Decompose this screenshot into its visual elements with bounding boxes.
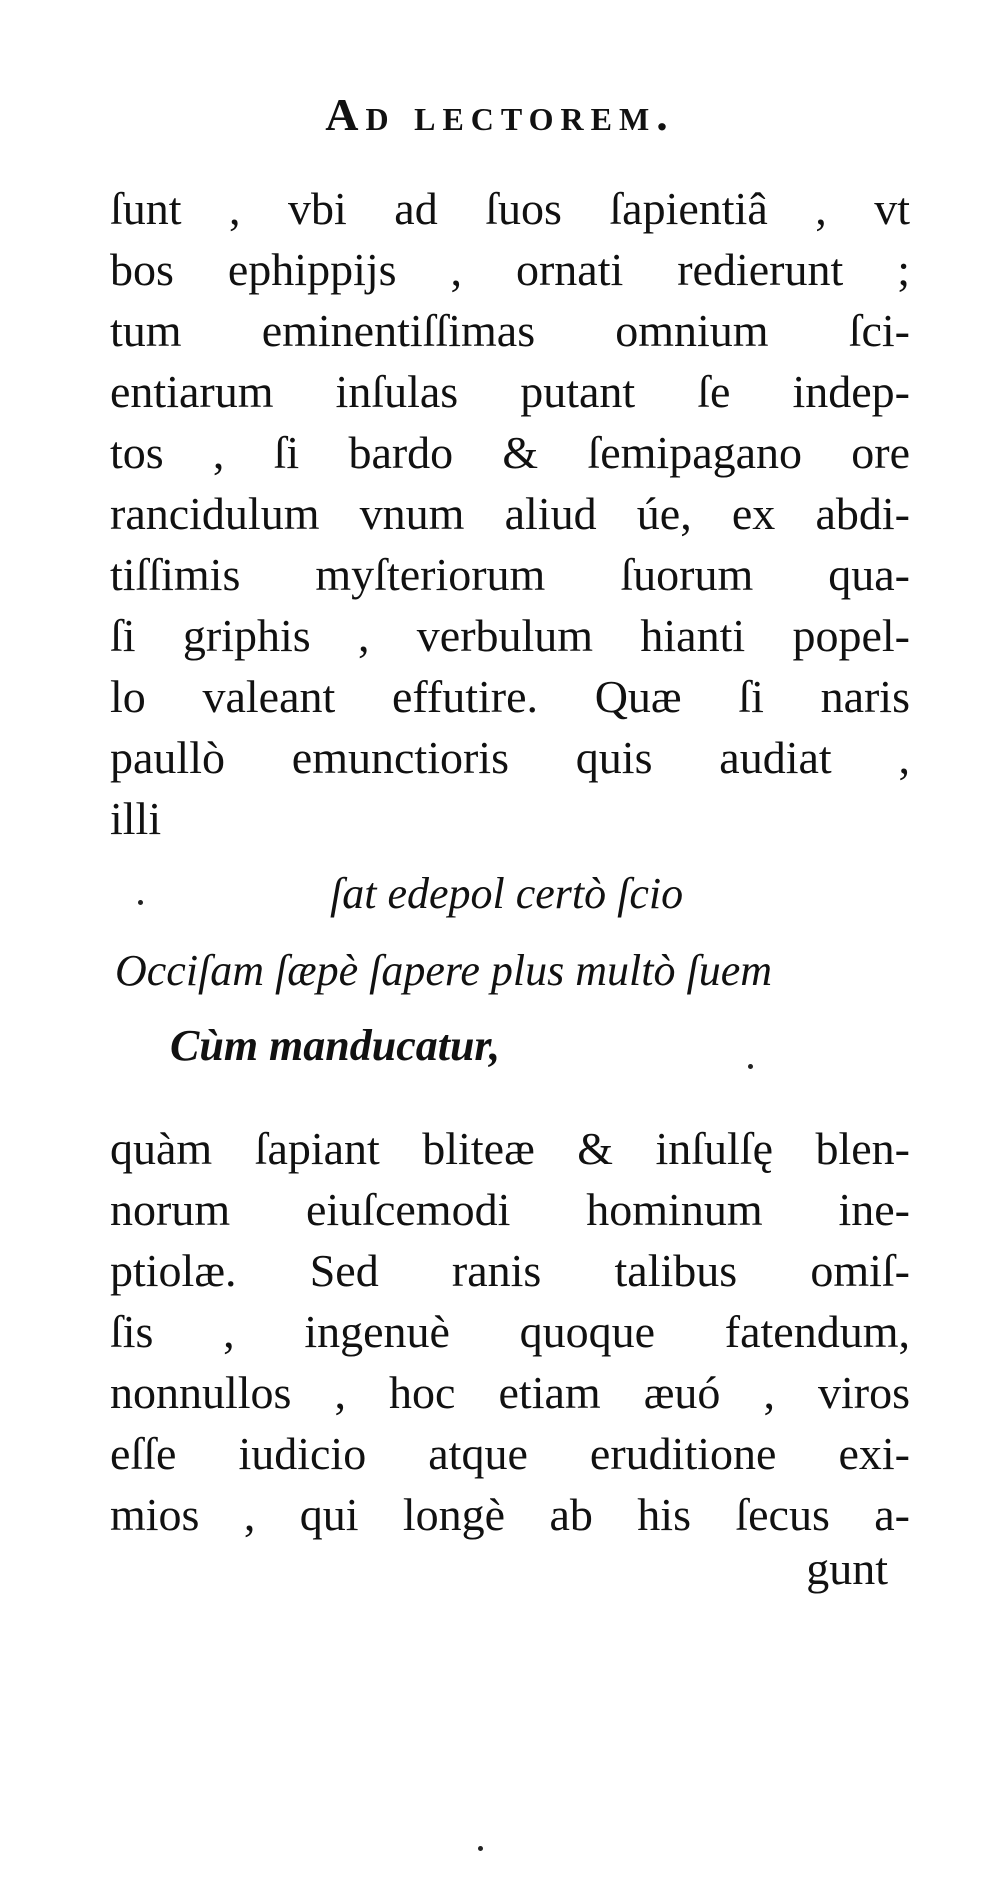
- text-line: paullò emunctioris quis audiat ,: [110, 732, 910, 783]
- text-line: mios , qui longè ab his ſecus a-: [110, 1489, 910, 1540]
- text-line: ſi griphis , verbulum hianti popel-: [110, 610, 910, 661]
- text-line: lo valeant effutire. Quæ ſi naris: [110, 671, 910, 722]
- text-line: bos ephippijs , ornati redierunt ;: [110, 244, 910, 295]
- catchword: gunt: [806, 1543, 888, 1594]
- verse-line-3: Cùm manducatur,: [170, 1021, 501, 1070]
- text-line: illi: [110, 793, 162, 844]
- text-line: rancidulum vnum aliud úe, ex abdi-: [110, 488, 910, 539]
- ink-speck: [138, 900, 143, 905]
- text-line: tos , ſi bardo & ſemipagano ore: [110, 427, 910, 478]
- verse-line-1: ſat edepol certò ſcio: [330, 869, 684, 918]
- text-line: tum eminentiſſimas omnium ſci-: [110, 305, 910, 356]
- verse-line-2: Occiſam ſæpè ſapere plus multò ſuem: [115, 946, 773, 995]
- ink-speck: [748, 1064, 753, 1069]
- text-line: entiarum inſulas putant ſe indep-: [110, 366, 910, 417]
- text-line: nonnullos , hoc etiam æuó , viros: [110, 1367, 910, 1418]
- text-line: ptiolæ. Sed ranis talibus omiſ-: [110, 1245, 910, 1296]
- paragraph-1: [110, 178, 910, 849]
- running-header: Ad lectorem.: [325, 89, 675, 140]
- text-line: quàm ſapiant bliteæ & inſulſę blen-: [110, 1123, 910, 1174]
- text-line: norum eiuſcemodi hominum ine-: [110, 1184, 910, 1235]
- text-line: ſunt , vbi ad ſuos ſapientiâ , vt: [110, 183, 910, 234]
- ink-speck: [478, 1846, 483, 1851]
- text-line: ſis , ingenuè quoque fatendum,: [110, 1306, 910, 1357]
- text-line: eſſe iudicio atque eruditione exi-: [110, 1428, 910, 1479]
- paragraph-2: [110, 1118, 910, 1545]
- text-line: tiſſimis myſteriorum ſuorum qua-: [110, 549, 910, 600]
